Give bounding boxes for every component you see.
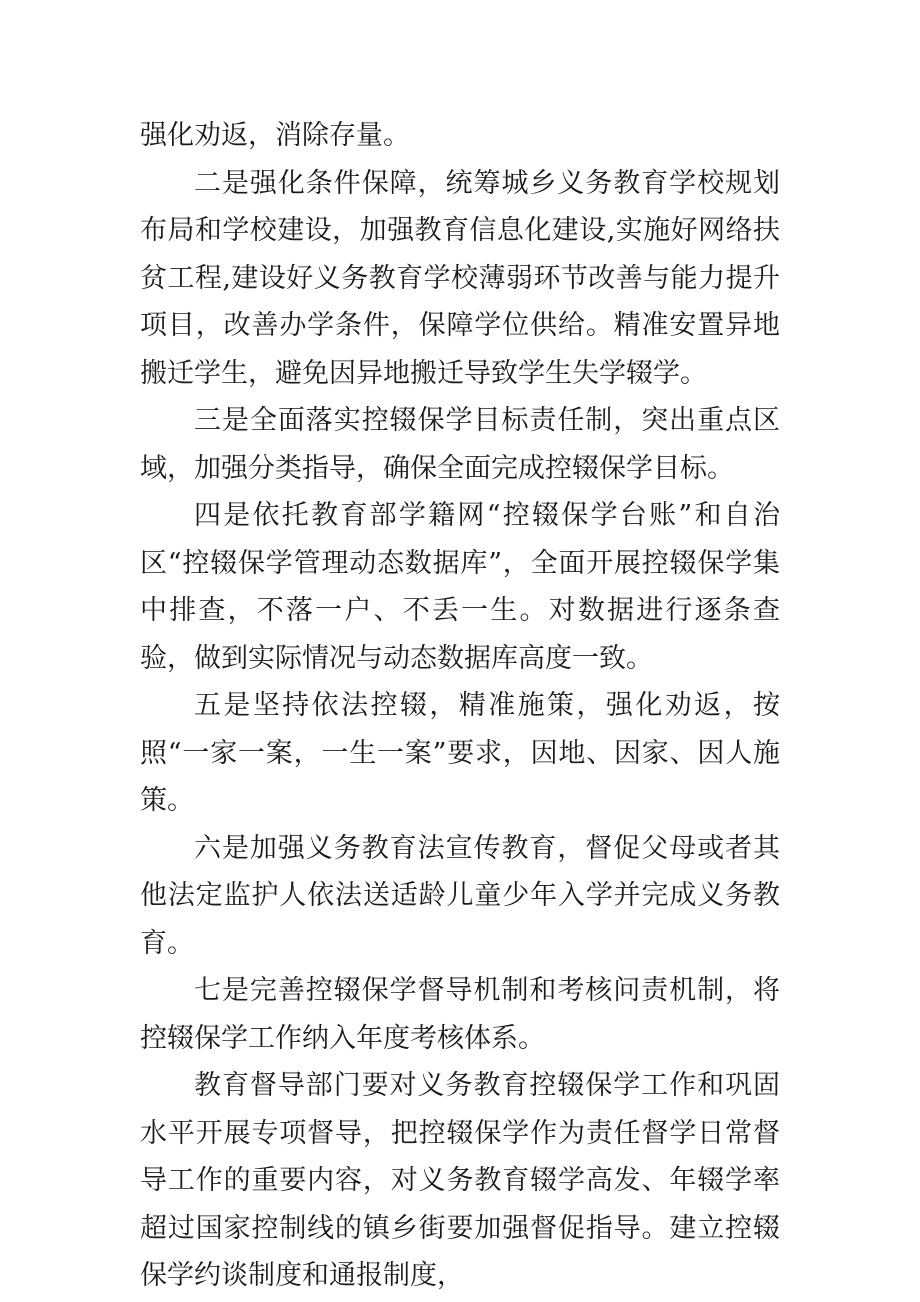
paragraph-item-5: 五是坚持依法控辍，精准施策，强化劝返，按照“一家一案，一生一案”要求，因地、因家、因人施策。 [140,690,780,816]
paragraph-item-3: 三是全面落实控辍保学目标责任制，突出重点区域，加强分类指导，确保全面完成控辍保学目标。 [140,405,780,484]
paragraph-supervision: 教育督导部门要对义务教育控辍保学工作和巩固水平开展专项督导，把控辍保学作为责任督学日常督导工作的重要内容，对义务教育辍学高发、年辍学率超过国家控制线的镇乡街要加强督促指导。建立控辍保学约谈制度和通报制度， [140,1070,780,1291]
paragraph-item-7: 七是完善控辍保学督导机制和考核问责机制，将控辍保学工作纳入年度考核体系。 [140,975,780,1054]
document-body [140,112,780,1300]
paragraph-continuation: 强化劝返，消除存量。 [140,120,410,151]
paragraph-item-2: 二是强化条件保障，统筹城乡义务教育学校规划布局和学校建设，加强教育信息化建设,实施好网络扶贫工程,建设好义务教育学校薄弱环节改善与能力提升项目，改善办学条件，保障学位供给。精准安置异地搬迁学生，避免因异地搬迁导致学生失学辍学。 [140,167,780,389]
paragraph-item-4: 四是依托教育部学籍网“控辍保学台账”和自治区“控辍保学管理动态数据库”，全面开展控辍保学集中排查，不落一户、不丢一生。对数据进行逐条查验，做到实际情况与动态数据库高度一致。 [140,500,780,674]
paragraph-item-6: 六是加强义务教育法宣传教育，督促父母或者其他法定监护人依法送适龄儿童少年入学并完成义务教育。 [140,832,780,959]
